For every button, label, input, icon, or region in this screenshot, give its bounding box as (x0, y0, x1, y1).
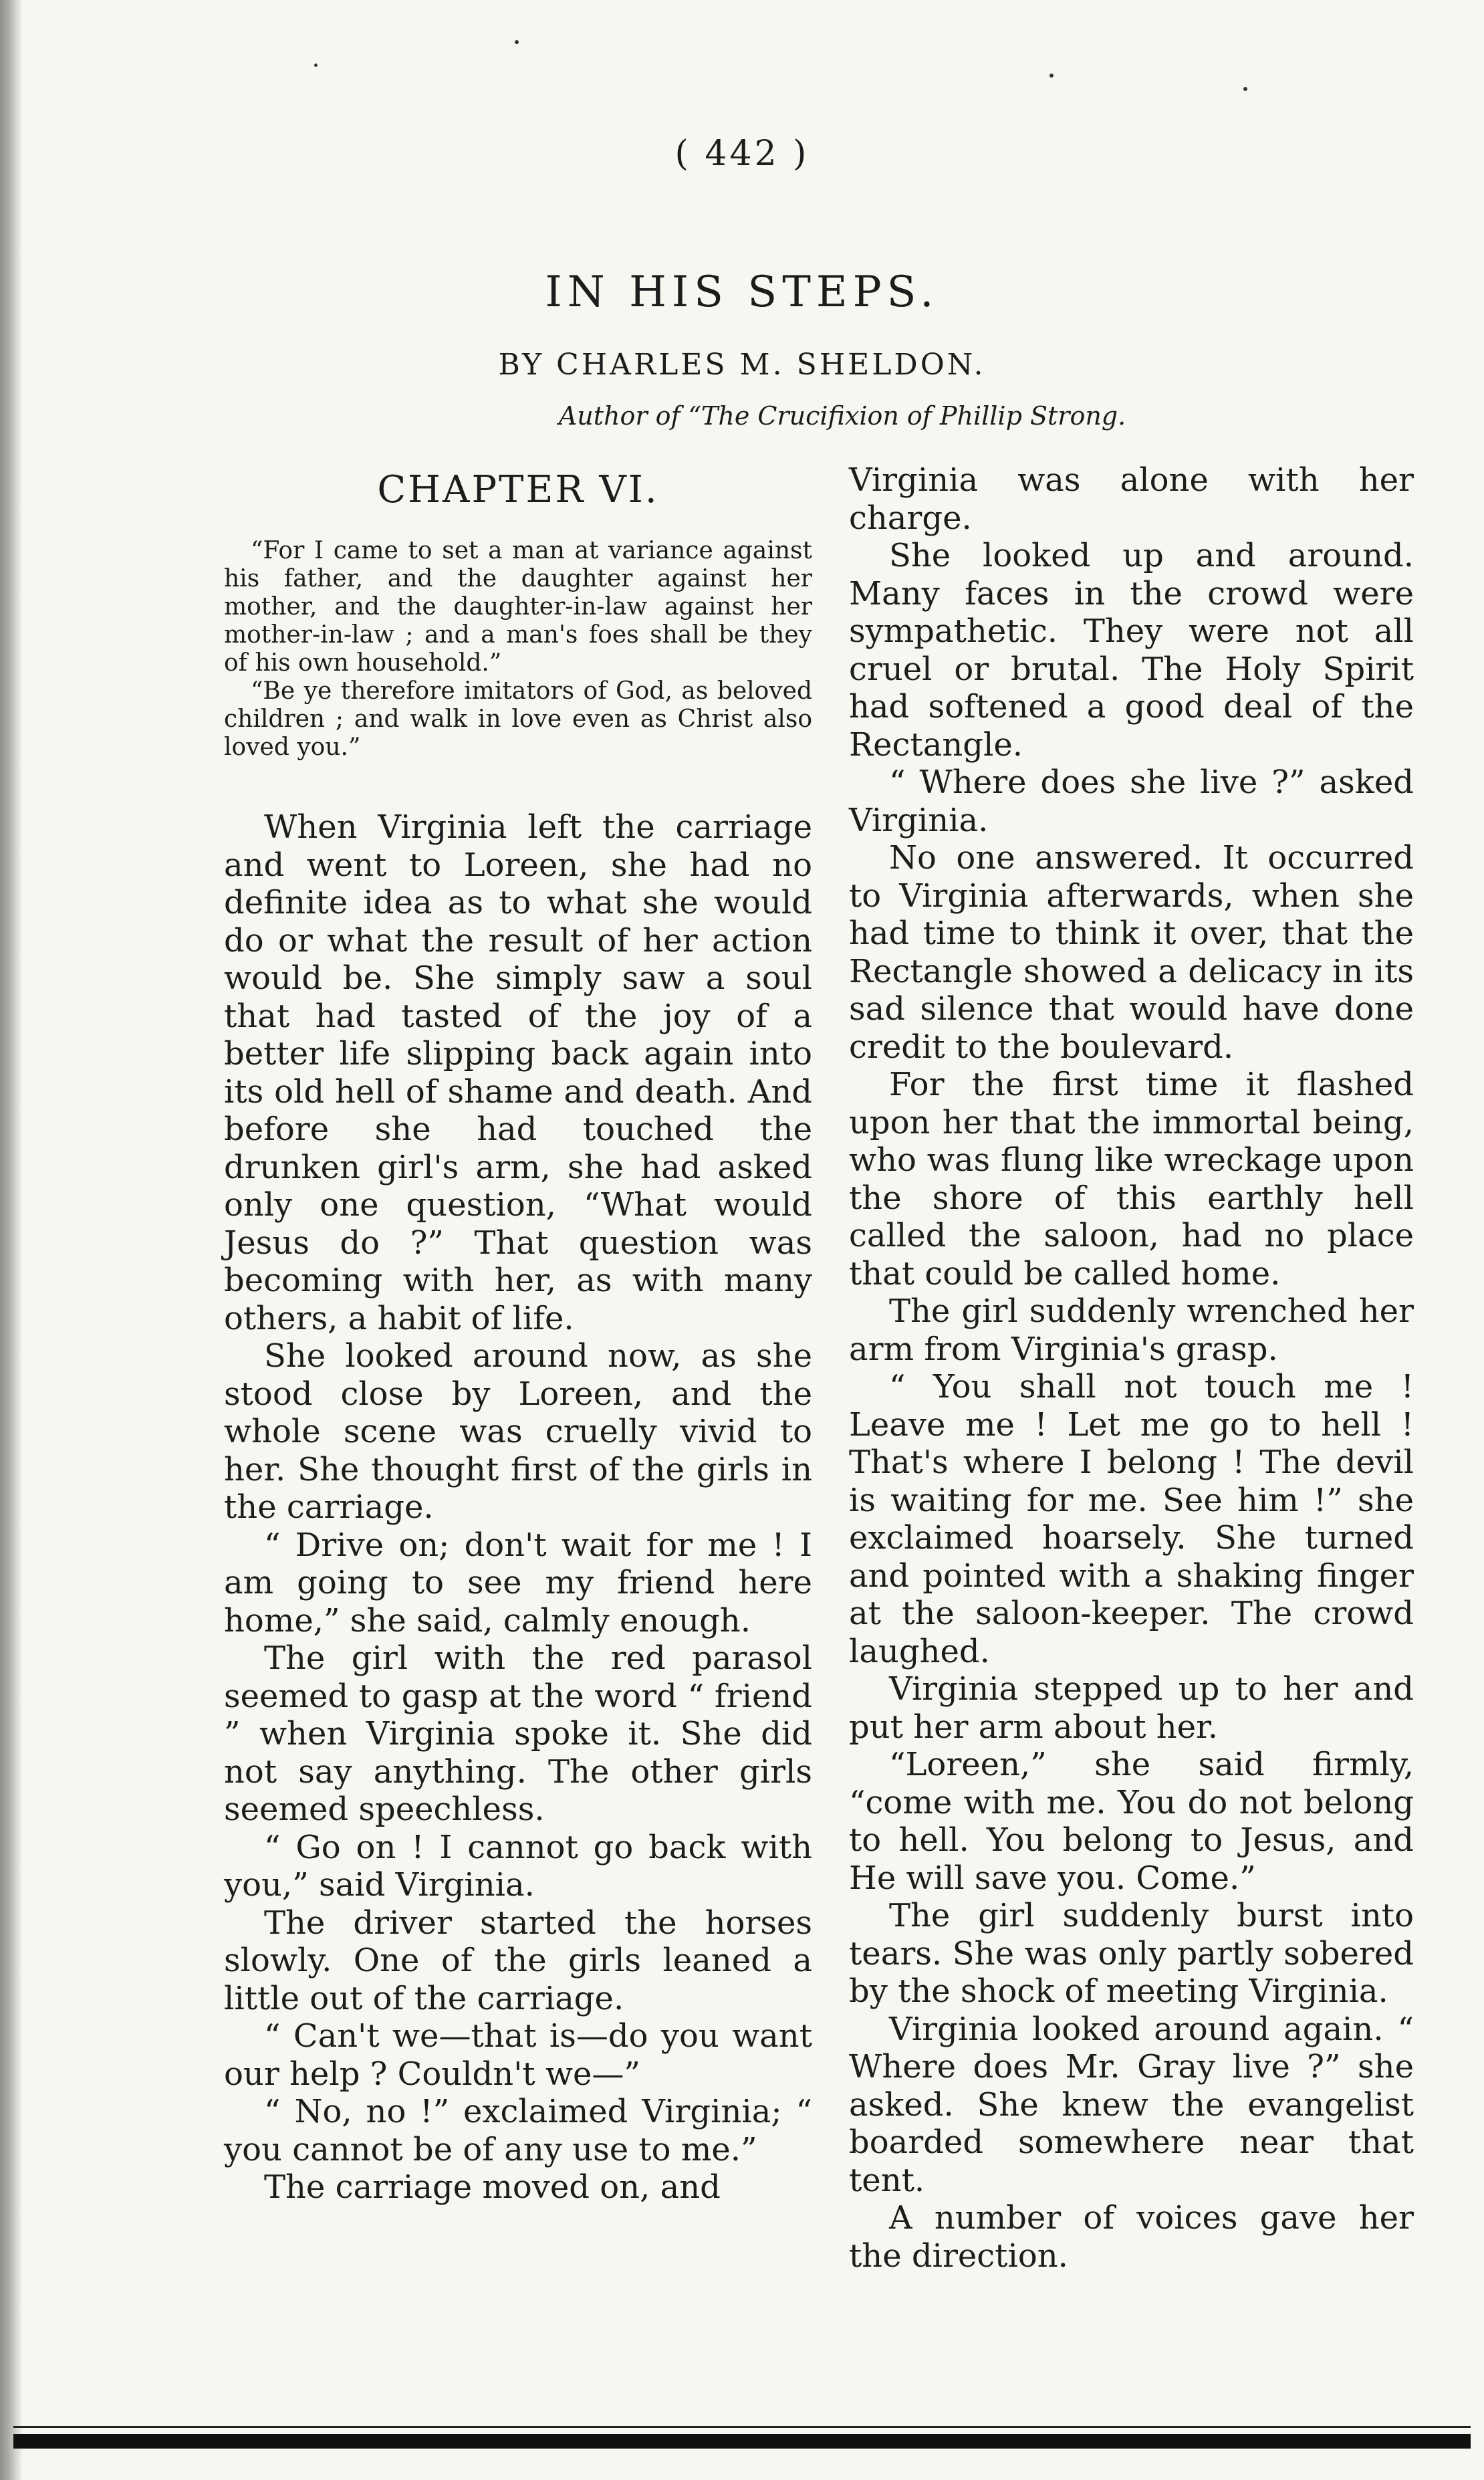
scan-speck (1243, 87, 1247, 91)
paragraph: The girl with the red parasol seemed to gasp at the word “ friend ” when Virginia spoke it. She did not say anything. The other girls seemed speechless. (224, 1640, 812, 1828)
epigraph-block (224, 537, 812, 762)
paragraph: Virginia stepped up to her and put her arm about her. (849, 1670, 1414, 1746)
chapter-heading: CHAPTER VI. (377, 468, 659, 512)
scan-speck (1049, 74, 1054, 78)
paragraph: Virginia looked around again. “ Where does Mr. Gray live ?” she asked. She knew the evangelist boarded somewhere near that tent. (849, 2010, 1414, 2199)
author-note: Author of “The Crucifixion of Phillip Strong. (558, 401, 1126, 431)
paragraph: “ Where does she live ?” asked Virginia. (849, 764, 1414, 839)
paragraph: Virginia was alone with her charge. (849, 461, 1414, 537)
epigraph: “For I came to set a man at variance against his father, and the daughter against her mother, and the daughter-in-law against her mother-in-law ; and a man's foes shall be they of his own household.” (224, 537, 812, 677)
scan-speck (515, 40, 519, 44)
paragraph: For the first time it flashed upon her that the immortal being, who was flung like wreckage upon the shore of this earthly hell called the saloon, had no place that could be called home. (849, 1066, 1414, 1292)
paragraph: A number of voices gave her the direction. (849, 2199, 1414, 2275)
left-column (224, 461, 812, 2207)
paragraph: “ Go on ! I cannot go back with you,” said Virginia. (224, 1828, 812, 1904)
bottom-rule-thin (13, 2426, 1471, 2428)
paragraph: The girl suddenly burst into tears. She was only partly sobered by the shock of meeting Virginia. (849, 1897, 1414, 2010)
epigraph: “Be ye therefore imitators of God, as beloved children ; and walk in love even as Christ also loved you.” (224, 677, 812, 761)
paragraph: “ You shall not touch me ! Leave me ! Let me go to hell ! That's where I belong ! The devil is waiting for me. See him !” she exclaimed hoarsely. She turned and pointed with a shaking finger at the saloon-keeper. The crowd laughed. (849, 1368, 1414, 1670)
page-number: ( 442 ) (674, 134, 810, 174)
byline: BY CHARLES M. SHELDON. (498, 348, 986, 382)
scan-speck (314, 64, 318, 67)
paragraph: She looked up and around. Many faces in the crowd were sympathetic. They were not all cruel or brutal. The Holy Spirit had softened a good deal of the Rectangle. (849, 537, 1414, 764)
paragraph: “ No, no !” exclaimed Virginia; “ you cannot be of any use to me.” (224, 2093, 812, 2168)
paragraph: “ Drive on; don't wait for me ! I am going to see my friend here home,” she said, calmly enough. (224, 1526, 812, 1640)
right-column (849, 461, 1414, 2275)
bottom-rule (13, 2434, 1471, 2449)
article-title: IN HIS STEPS. (545, 267, 939, 317)
paragraph: “Loreen,” she said firmly, “come with me. You do not belong to hell. You belong to Jesus, and He will save you. Come.” (849, 1746, 1414, 1897)
paragraph: “ Can't we—that is—do you want our help ? Couldn't we—” (224, 2017, 812, 2093)
paragraph: The driver started the horses slowly. One of the girls leaned a little out of the carriage. (224, 1904, 812, 2017)
paragraph: She looked around now, as she stood close by Loreen, and the whole scene was cruelly vivid to her. She thought first of the girls in the carriage. (224, 1337, 812, 1526)
paragraph: The girl suddenly wrenched her arm from Virginia's grasp. (849, 1292, 1414, 1368)
paragraph: No one answered. It occurred to Virginia afterwards, when she had time to think it over, that the Rectangle showed a delicacy in its sad silence that would have done credit to the boulevard. (849, 839, 1414, 1066)
paragraph: When Virginia left the carriage and went to Loreen, she had no definite idea as to what she would do or what the result of her action would be. She simply saw a soul that had tasted of the joy of a better life slipping back again into its old hell of shame and death. And before she had touched the drunken girl's arm, she had asked only one question, “What would Jesus do ?” That question was becoming with her, as with many others, a habit of life. (224, 808, 812, 1337)
paragraph: The carriage moved on, and (264, 2168, 721, 2206)
